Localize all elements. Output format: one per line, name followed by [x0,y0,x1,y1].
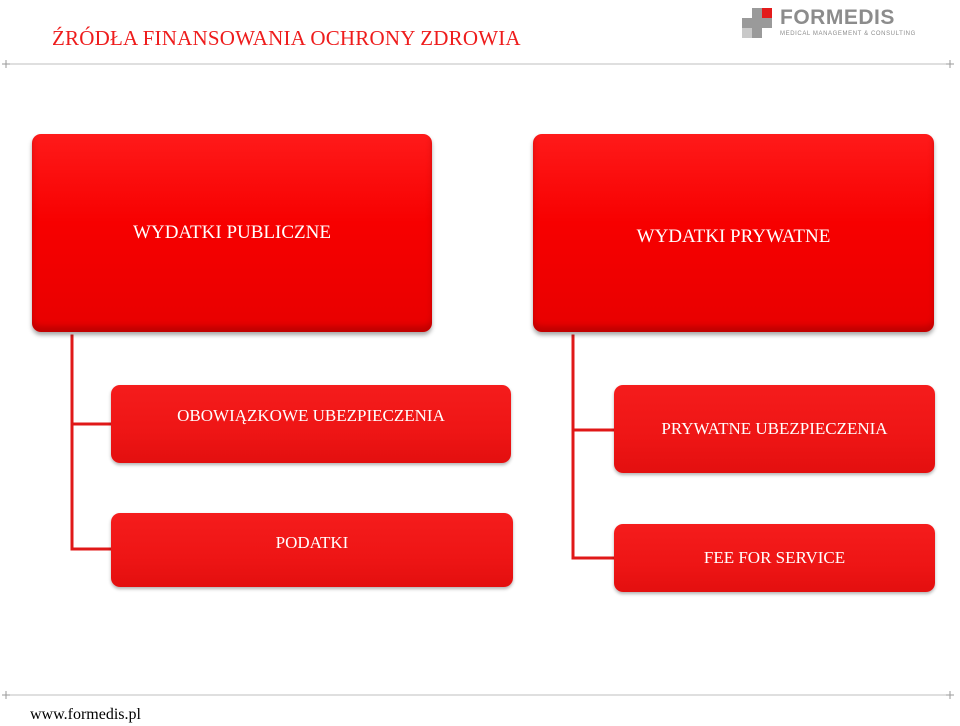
fee-for-service-box [614,524,935,592]
header-divider [0,58,960,70]
mandatory-insurance-box [111,385,511,463]
taxes-label: PODATKI [275,533,349,552]
mandatory-insurance-label: OBOWIĄZKOWE UBEZPIECZENIA [177,406,445,425]
public-expenses-label: WYDATKI PUBLICZNE [133,222,331,243]
public-expenses-box [32,134,432,332]
footer-website-link[interactable]: www.formedis.pl [30,706,141,723]
medical-cross-icon [740,6,774,40]
slide-title: ŹRÓDŁA FINANSOWANIA OCHRONY ZDROWIA [52,26,521,50]
private-expenses-label: WYDATKI PRYWATNE [636,226,831,247]
taxes-box [111,513,513,587]
connector-private [573,336,614,558]
private-insurance-box [614,385,935,473]
formedis-logo [740,6,916,42]
footer-divider [0,689,960,701]
connector-public [72,336,110,549]
logo-name: FORMEDIS [780,6,895,29]
private-expenses-box [533,134,934,332]
private-insurance-label: PRYWATNE UBEZPIECZENIA [661,419,888,438]
logo-tagline: MEDICAL MANAGEMENT & CONSULTING [780,31,916,37]
fee-for-service-label: FEE FOR SERVICE [703,548,846,567]
